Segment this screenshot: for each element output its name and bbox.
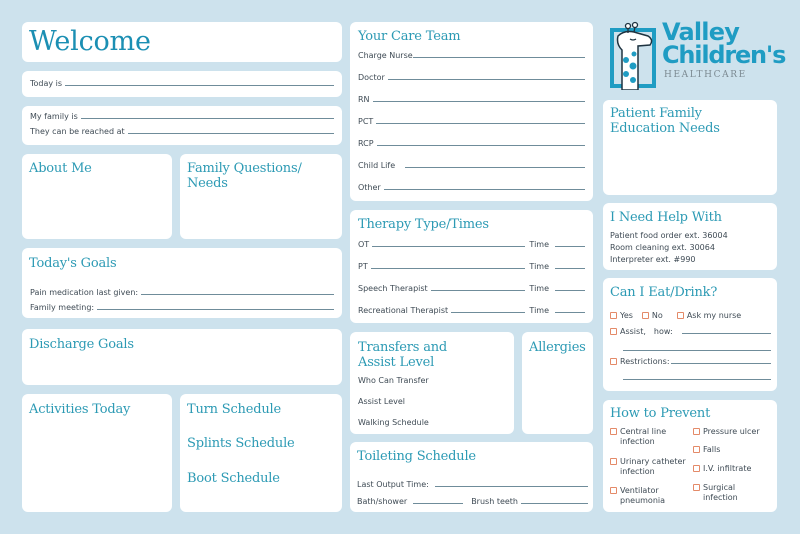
transfers-card	[350, 332, 514, 434]
prevent-item: Urinary catheter infection	[610, 457, 686, 477]
bath-label: Bath/shower	[357, 497, 408, 506]
rec-label: Recreational Therapist	[358, 306, 449, 315]
allergies-card[interactable]	[522, 332, 593, 434]
therapy-card	[350, 210, 593, 323]
pct-field[interactable]	[376, 123, 585, 124]
pressure-ulcer-checkbox[interactable]	[693, 428, 700, 435]
restrictions-checkbox[interactable]	[610, 358, 617, 365]
rcp-field[interactable]	[377, 145, 585, 146]
care-team-title: Your Care Team	[358, 29, 461, 44]
who-can-transfer-label: Who Can Transfer	[358, 376, 429, 385]
eat-drink-title: Can I Eat/Drink?	[610, 285, 718, 300]
today-label: Today is	[30, 79, 63, 88]
urinary-catheter-checkbox[interactable]	[610, 458, 617, 465]
pt-time-label: Time	[529, 262, 549, 271]
logo-line3: HEALTHCARE	[664, 70, 747, 80]
prevent-item: I.V. infiltrate	[693, 464, 751, 474]
charge-nurse-field[interactable]	[413, 57, 585, 58]
doctor-field[interactable]	[388, 79, 585, 80]
family-questions-title: Family Questions/ Needs	[187, 161, 302, 191]
help-food: Patient food order ext. 36004	[610, 231, 728, 240]
pt-time-field[interactable]	[555, 268, 585, 269]
discharge-goals-card[interactable]	[22, 329, 342, 385]
surgical-infection-checkbox[interactable]	[693, 484, 700, 491]
family-questions-card[interactable]	[180, 154, 342, 239]
today-card	[22, 71, 342, 97]
family-meeting-field[interactable]	[97, 309, 334, 310]
assist-level-label: Assist Level	[358, 397, 405, 406]
charge-nurse-label: Charge Nurse	[358, 51, 413, 60]
ask-nurse-label: Ask my nurse	[686, 311, 742, 320]
last-output-field[interactable]	[435, 486, 588, 487]
doctor-label: Doctor	[358, 73, 385, 82]
pct-label: PCT	[358, 117, 374, 126]
about-me-title: About Me	[29, 161, 92, 176]
todays-goals-title: Today's Goals	[29, 256, 117, 271]
schedules-card	[180, 394, 342, 512]
restrictions-label: Restrictions:	[620, 357, 670, 366]
education-title: Patient Family Education Needs	[610, 106, 720, 136]
iv-infiltrate-checkbox[interactable]	[693, 465, 700, 472]
prevent-item: Central line infection	[610, 427, 666, 447]
walking-schedule-label: Walking Schedule	[358, 418, 429, 427]
last-output-label: Last Output Time:	[357, 480, 429, 489]
logo-line1: Valley	[662, 18, 740, 46]
ot-time-field[interactable]	[555, 246, 585, 247]
boot-schedule-title[interactable]: Boot Schedule	[187, 471, 280, 486]
speech-label: Speech Therapist	[358, 284, 428, 293]
brush-field[interactable]	[521, 503, 588, 504]
central-line-checkbox[interactable]	[610, 428, 617, 435]
falls-checkbox[interactable]	[693, 446, 700, 453]
family-field[interactable]	[81, 118, 334, 119]
giraffe-icon	[608, 20, 660, 90]
family-card	[22, 106, 342, 145]
ot-label: OT	[358, 240, 370, 249]
family-meeting-label: Family meeting:	[30, 303, 95, 312]
reached-field[interactable]	[128, 133, 334, 134]
therapy-title: Therapy Type/Times	[358, 217, 489, 232]
education-card[interactable]	[603, 100, 777, 195]
toileting-title: Toileting Schedule	[357, 449, 476, 464]
other-field[interactable]	[384, 189, 585, 190]
restrictions-field[interactable]	[671, 363, 771, 364]
help-interpreter: Interpreter ext. #990	[610, 255, 696, 264]
assist-checkbox[interactable]	[610, 328, 617, 335]
today-field[interactable]	[65, 85, 334, 86]
rec-time-field[interactable]	[555, 312, 585, 313]
care-team-card	[350, 22, 593, 201]
assist-how-field[interactable]	[682, 333, 771, 334]
restrictions-field-2[interactable]	[623, 379, 771, 380]
about-me-card[interactable]	[22, 154, 172, 239]
welcome-card	[22, 22, 342, 62]
ask-nurse-checkbox[interactable]	[677, 312, 684, 319]
bath-field[interactable]	[413, 503, 463, 504]
activities-today-card[interactable]	[22, 394, 172, 512]
ot-time-label: Time	[529, 240, 549, 249]
eat-drink-card	[603, 278, 777, 391]
speech-time-label: Time	[529, 284, 549, 293]
turn-schedule-title[interactable]: Turn Schedule	[187, 402, 281, 417]
pt-label: PT	[358, 262, 368, 271]
allergies-title: Allergies	[529, 340, 586, 355]
other-label: Other	[358, 183, 381, 192]
reached-label: They can be reached at	[30, 127, 125, 136]
no-label: No	[651, 311, 663, 320]
prevent-item: Surgical infection	[693, 483, 738, 503]
assist-label: Assist,	[620, 327, 646, 336]
no-checkbox[interactable]	[642, 312, 649, 319]
yes-checkbox[interactable]	[610, 312, 617, 319]
prevent-card	[603, 400, 777, 512]
discharge-goals-title: Discharge Goals	[29, 337, 134, 352]
speech-field[interactable]	[431, 290, 526, 291]
help-title: I Need Help With	[610, 210, 722, 225]
prevent-title: How to Prevent	[610, 406, 711, 421]
prevent-item: Ventilator pneumonia	[610, 486, 665, 506]
rn-label: RN	[358, 95, 370, 104]
family-label: My family is	[30, 112, 78, 121]
page-title: Welcome	[29, 26, 151, 57]
yes-label: Yes	[620, 311, 633, 320]
assist-how-field-2[interactable]	[623, 350, 771, 351]
pain-med-label: Pain medication last given:	[30, 288, 139, 297]
child-life-label: Child Life	[358, 161, 396, 170]
how-label: how:	[653, 327, 673, 336]
splints-schedule-title[interactable]: Splints Schedule	[187, 436, 295, 451]
logo	[608, 18, 786, 92]
prevent-item: Falls	[693, 445, 720, 455]
pain-med-field[interactable]	[141, 294, 334, 295]
brush-label: Brush teeth	[471, 497, 519, 506]
rn-field[interactable]	[373, 101, 585, 102]
speech-time-field[interactable]	[555, 290, 585, 291]
toileting-card	[350, 442, 593, 512]
rec-time-label: Time	[529, 306, 549, 315]
ot-field[interactable]	[372, 246, 525, 247]
pt-field[interactable]	[371, 268, 526, 269]
child-life-field[interactable]	[405, 167, 585, 168]
ventilator-checkbox[interactable]	[610, 487, 617, 494]
transfers-title: Transfers and Assist Level	[358, 340, 448, 370]
rec-field[interactable]	[451, 312, 525, 313]
prevent-item: Pressure ulcer	[693, 427, 760, 437]
logo-line2: Children's	[662, 41, 786, 69]
rcp-label: RCP	[358, 139, 374, 148]
todays-goals-card	[22, 248, 342, 318]
help-cleaning: Room cleaning ext. 30064	[610, 243, 715, 252]
help-card	[603, 203, 777, 270]
activities-today-title: Activities Today	[29, 402, 131, 417]
